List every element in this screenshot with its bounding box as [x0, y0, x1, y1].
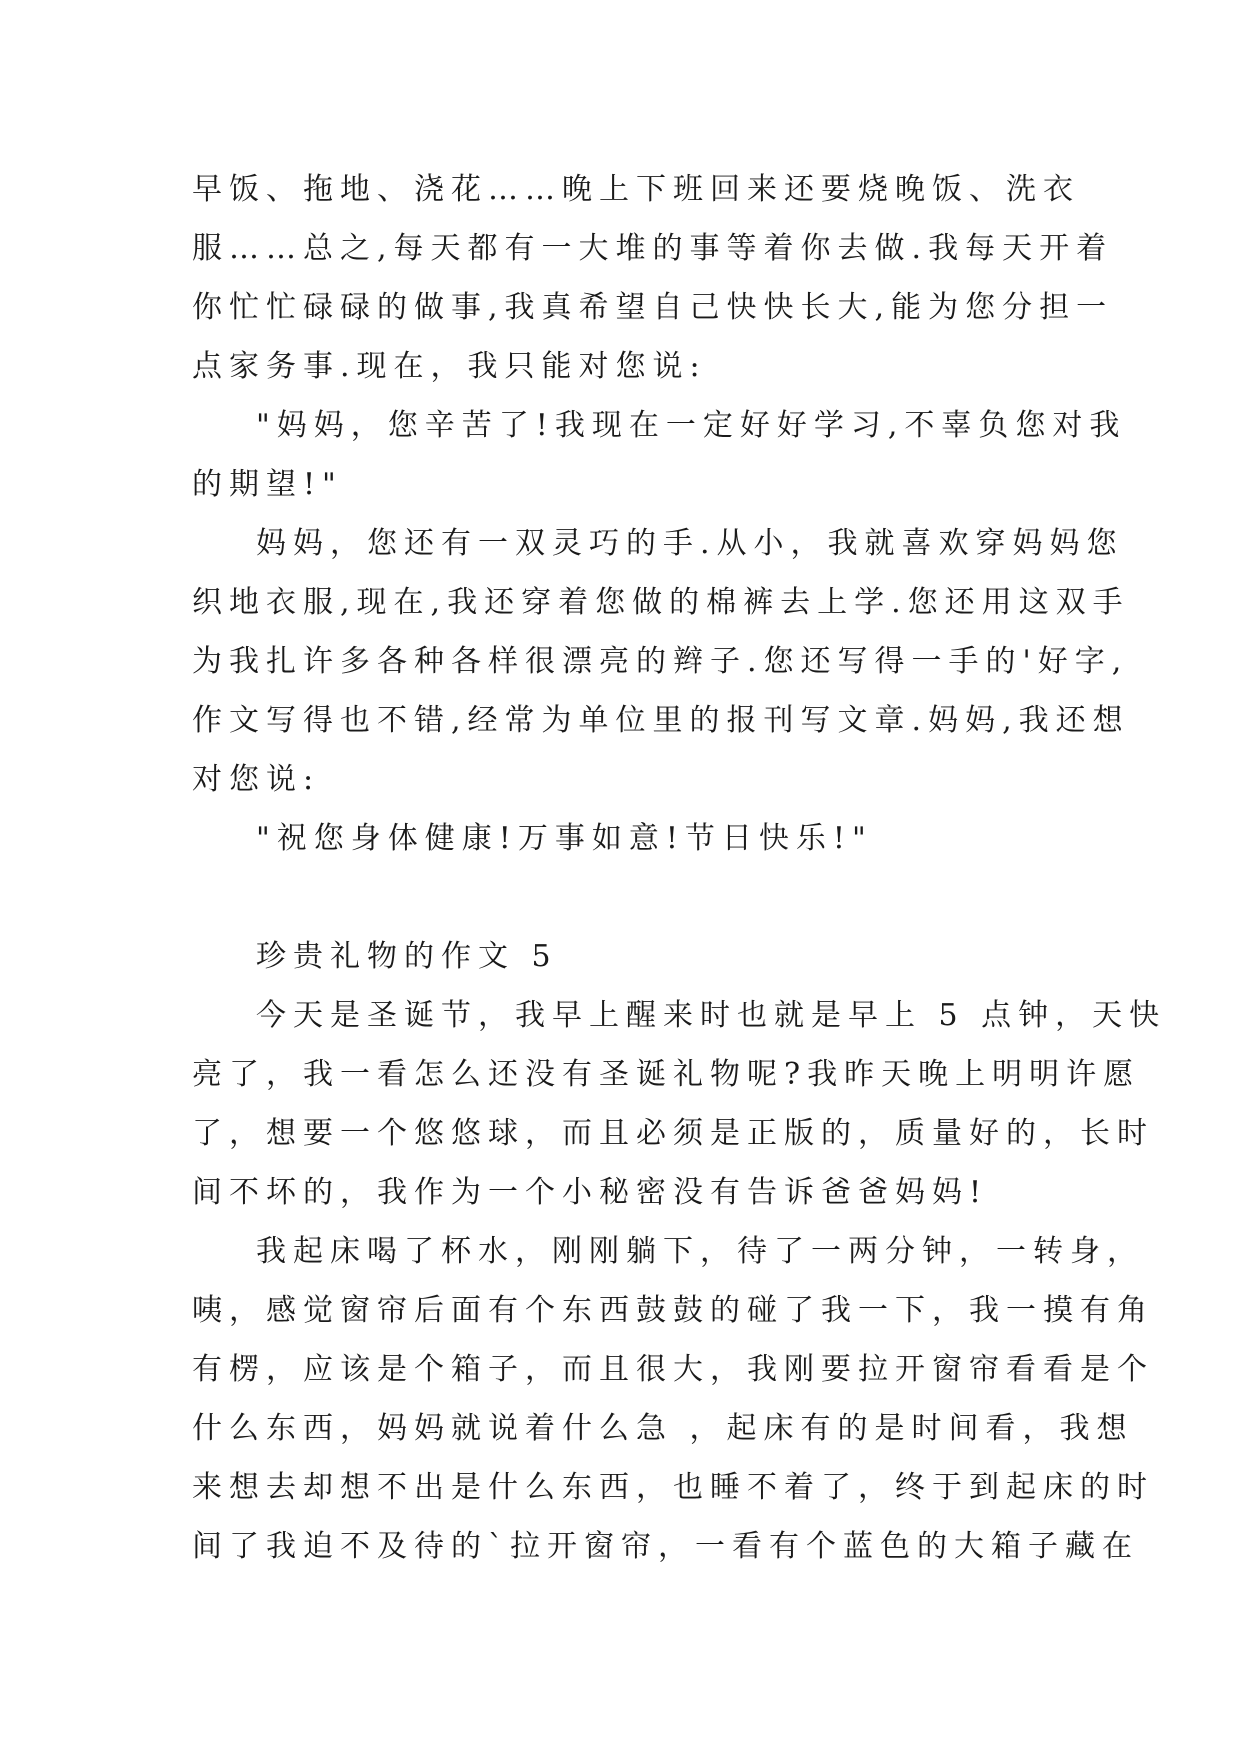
text-line: 亮了，我一看怎么还没有圣诞礼物呢?我昨天晚上明明许愿	[192, 1057, 1141, 1092]
text-line: 你忙忙碌碌的做事,我真希望自己快快长大,能为您分担一	[192, 290, 1114, 325]
quote-line: "妈妈，您辛苦了!我现在一定好好学习,不辜负您对我	[256, 408, 1127, 443]
text-line: 作文写得也不错,经常为单位里的报刊写文章.妈妈,我还想	[192, 703, 1130, 738]
text-line: 为我扎许多各种各样很漂亮的辫子.您还写得一手的'好字,	[192, 644, 1129, 679]
section-title: 珍贵礼物的作文 5	[256, 939, 558, 974]
text-line: 对您说:	[192, 762, 321, 797]
text-line: 点家务事.现在，我只能对您说:	[192, 349, 707, 384]
section-gap	[192, 868, 1052, 927]
document-page	[192, 160, 1167, 1576]
paragraph-start: 我起床喝了杯水，刚刚躺下，待了一两分钟，一转身，	[256, 1234, 1144, 1269]
text-line: 织地衣服,现在,我还穿着您做的棉裤去上学.您还用这双手	[192, 585, 1130, 620]
text-line: 什么东西，妈妈就说着什么急 ，起床有的是时间看，我想	[192, 1411, 1134, 1446]
text-line: 间不坏的，我作为一个小秘密没有告诉爸爸妈妈!	[192, 1175, 989, 1210]
text-line: 间了我迫不及待的`拉开窗帘，一看有个蓝色的大箱子藏在	[192, 1529, 1139, 1564]
text-line: 咦，感觉窗帘后面有个东西鼓鼓的碰了我一下，我一摸有角	[192, 1293, 1154, 1328]
text-line: 来想去却想不出是什么东西，也睡不着了，终于到起床的时	[192, 1470, 1154, 1505]
paragraph-start: 妈妈，您还有一双灵巧的手.从小，我就喜欢穿妈妈您	[256, 526, 1124, 561]
paragraph-start: 今天是圣诞节，我早上醒来时也就是早上 5 点钟，天快	[256, 998, 1167, 1033]
text-line: 服……总之,每天都有一大堆的事等着你去做.我每天开着	[192, 231, 1114, 266]
text-line: 的期望!"	[192, 467, 343, 502]
text-line: 早饭、拖地、浇花……晚上下班回来还要烧晚饭、洗衣	[192, 172, 1080, 207]
text-line: 了，想要一个悠悠球，而且必须是正版的，质量好的，长时	[192, 1116, 1154, 1151]
text-line: 有楞，应该是个箱子，而且很大，我刚要拉开窗帘看看是个	[192, 1352, 1154, 1387]
quote-line: "祝您身体健康!万事如意!节日快乐!"	[256, 821, 873, 856]
